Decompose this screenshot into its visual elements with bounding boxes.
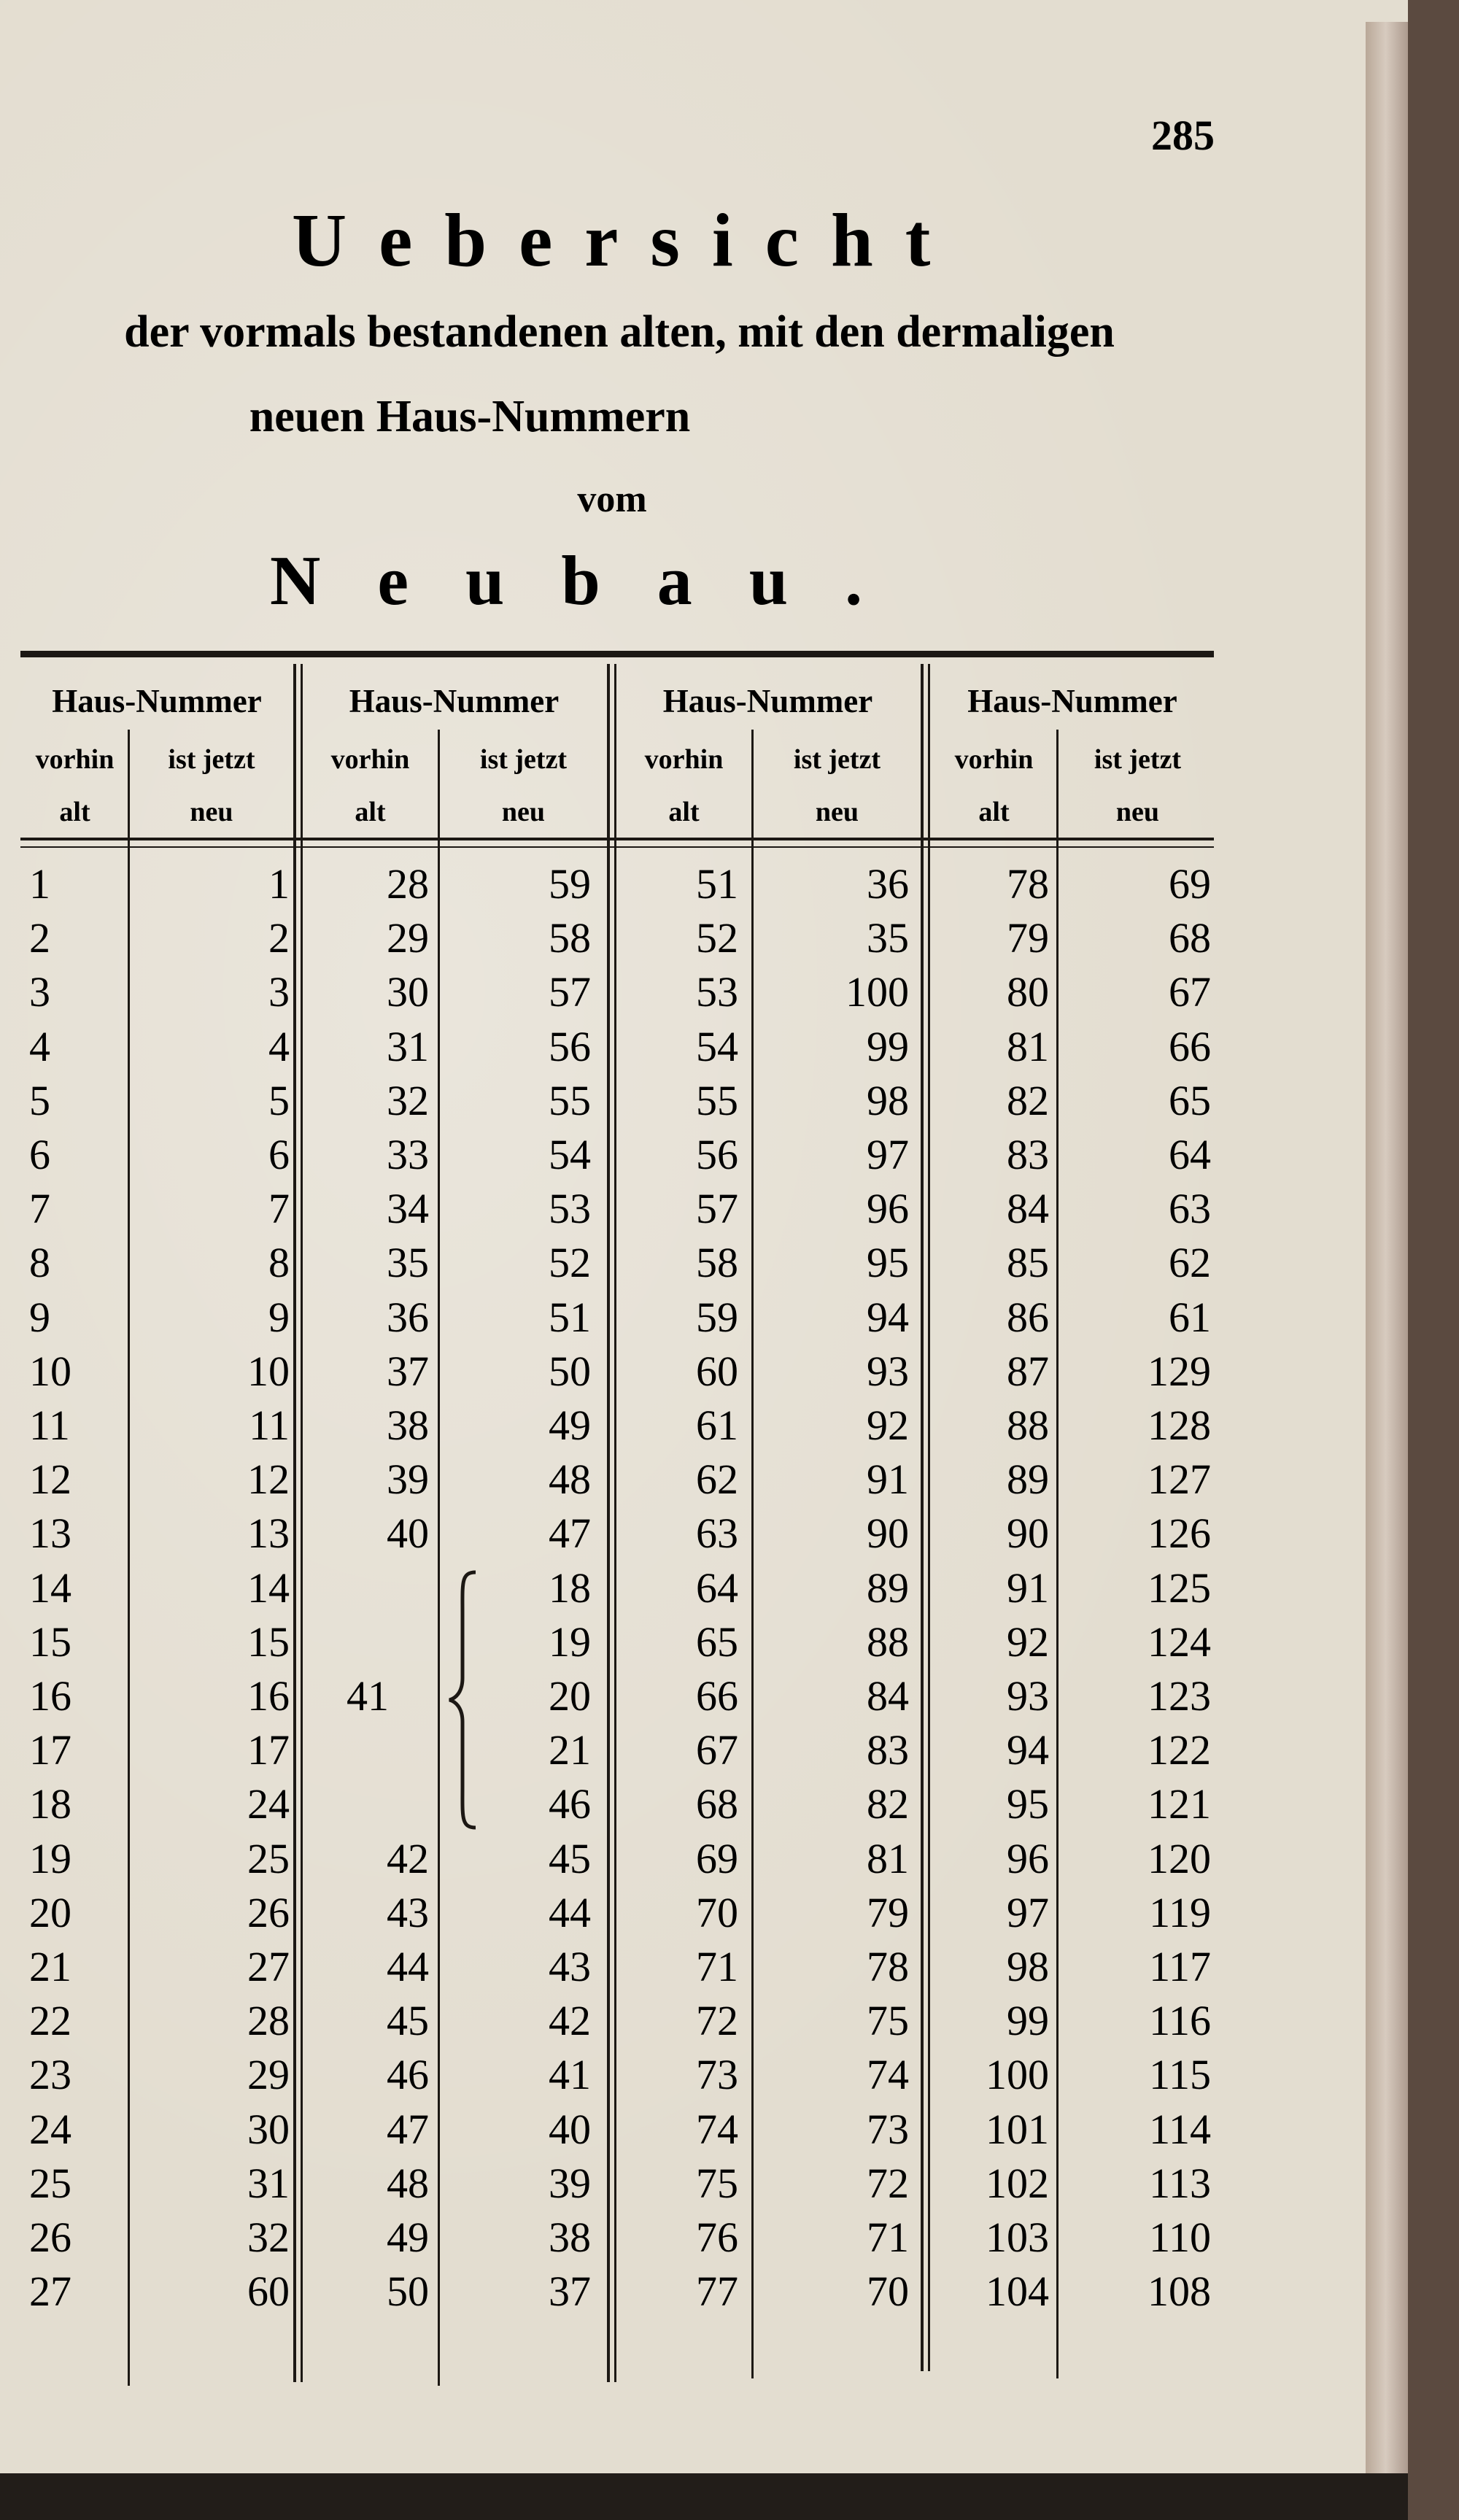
cell-old-g4: 81 (1007, 1022, 1049, 1070)
col-old-header-3: vorhin alt (644, 744, 724, 827)
cell-old-g4: 98 (1007, 1943, 1049, 1990)
cell-new-g2: 48 (549, 1456, 591, 1504)
group-divider-3 (921, 664, 924, 2371)
cell-new-g4: 66 (1169, 1022, 1211, 1070)
cell-new-g3: 82 (867, 1780, 909, 1828)
subtitle-from: vom (577, 479, 647, 520)
cell-new-g2: 21 (549, 1726, 591, 1774)
cell-new-g4: 63 (1169, 1185, 1211, 1233)
cell-old-g3: 59 (696, 1293, 738, 1341)
cell-new-g1: 13 (247, 1510, 290, 1558)
group-divider-1 (293, 664, 296, 2382)
cell-old-g2: 47 (387, 2105, 429, 2153)
cell-old-g2: 40 (387, 1510, 429, 1558)
cell-new-g1: 32 (247, 2214, 290, 2261)
cell-new-g2: 19 (549, 1617, 591, 1666)
cell-new-g3: 95 (867, 1239, 909, 1287)
group-header-4: Haus-Nummer (967, 683, 1177, 719)
cell-old-g4: 95 (1007, 1780, 1049, 1828)
cell-old-g1: 5 (29, 1076, 50, 1124)
cell-new-g1: 1 (268, 860, 290, 908)
cell-new-g4: 67 (1169, 968, 1211, 1016)
cell-old-g3: 65 (696, 1617, 738, 1666)
cell-old-g3: 68 (696, 1780, 738, 1828)
cell-new-g1: 16 (247, 1672, 290, 1720)
cell-new-g4: 110 (1149, 2214, 1211, 2261)
col-new-header-3: ist jetzt neu (793, 744, 881, 827)
cell-old-g1: 24 (29, 2105, 71, 2153)
cell-old-g3: 69 (696, 1834, 738, 1882)
cell-new-g3: 83 (867, 1726, 909, 1774)
cell-old-g3: 76 (696, 2214, 738, 2261)
cell-old-g4: 104 (986, 2268, 1049, 2316)
cell-old-g3: 56 (696, 1131, 738, 1178)
col-old-header-1: vorhin alt (35, 744, 115, 827)
cell-old-g2: 38 (387, 1402, 429, 1449)
col-new-header-1: ist jetzt neu (168, 744, 255, 827)
cell-old-g1: 13 (29, 1510, 71, 1558)
cell-old-g2: 41 (347, 1672, 389, 1720)
cell-new-g2: 42 (549, 1997, 591, 2045)
table-header-rule-2 (20, 846, 1214, 848)
cell-new-g1: 3 (268, 968, 290, 1016)
cell-old-g1: 23 (29, 2051, 71, 2099)
cell-old-g4: 102 (986, 2159, 1049, 2207)
col-old-header-2: vorhin alt (330, 744, 410, 827)
cell-new-g3: 79 (867, 1888, 909, 1936)
cell-new-g4: 120 (1148, 1834, 1211, 1882)
group-divider-2 (607, 664, 610, 2382)
cell-new-g1: 30 (247, 2105, 290, 2153)
cell-new-g4: 69 (1169, 860, 1211, 908)
cell-old-g1: 2 (29, 914, 50, 962)
cell-old-g1: 17 (29, 1726, 71, 1774)
cell-old-g2 (306, 1723, 429, 1777)
cell-old-g4: 90 (1007, 1510, 1049, 1558)
cell-old-g4: 79 (1007, 914, 1049, 962)
cell-new-g1: 24 (247, 1780, 290, 1828)
cell-new-g3: 92 (867, 1402, 909, 1449)
cell-new-g1: 26 (247, 1888, 290, 1936)
cell-new-g1: 5 (268, 1076, 290, 1124)
cell-old-g3: 52 (696, 914, 738, 962)
cell-new-g3: 78 (867, 1943, 909, 1990)
cell-new-g4: 122 (1148, 1726, 1211, 1774)
cell-old-g1: 27 (29, 2268, 71, 2316)
cell-new-g2: 55 (549, 1076, 591, 1124)
cell-new-g2: 54 (549, 1131, 591, 1178)
cell-old-g4: 84 (1007, 1185, 1049, 1233)
cell-new-g2: 50 (549, 1347, 591, 1395)
cell-new-g3: 97 (867, 1131, 909, 1178)
book-spine-background (1408, 0, 1459, 2520)
cell-new-g1: 9 (268, 1293, 290, 1341)
col-old-header-4: vorhin alt (954, 744, 1034, 827)
cell-old-g4: 82 (1007, 1076, 1049, 1124)
cell-new-g2: 58 (549, 914, 591, 962)
cell-new-g3: 88 (867, 1617, 909, 1666)
cell-old-g1: 14 (29, 1564, 71, 1612)
cell-new-g1: 29 (247, 2051, 290, 2099)
cell-new-g1: 31 (247, 2159, 290, 2207)
cell-new-g4: 117 (1149, 1943, 1211, 1990)
cell-old-g2 (306, 1615, 429, 1669)
cell-new-g4: 61 (1169, 1293, 1211, 1341)
cell-old-g2: 45 (387, 1997, 429, 2045)
cell-old-g3: 60 (696, 1347, 738, 1395)
cell-old-g1: 1 (29, 860, 50, 908)
cell-new-g3: 84 (867, 1672, 909, 1720)
cell-old-g3: 54 (696, 1022, 738, 1070)
cell-new-g1: 15 (247, 1617, 290, 1666)
cell-old-g3: 53 (696, 968, 738, 1016)
cell-new-g4: 123 (1148, 1672, 1211, 1720)
cell-old-g4: 80 (1007, 968, 1049, 1016)
cell-new-g2: 40 (549, 2105, 591, 2153)
cell-new-g2: 39 (549, 2159, 591, 2207)
column-divider-2 (438, 730, 440, 2386)
cell-old-g3: 66 (696, 1672, 738, 1720)
cell-old-g4: 83 (1007, 1131, 1049, 1178)
cell-new-g3: 70 (867, 2268, 909, 2316)
cell-new-g3: 72 (867, 2159, 909, 2207)
cell-old-g4: 91 (1007, 1564, 1049, 1612)
cell-old-g4: 99 (1007, 1997, 1049, 2045)
cell-old-g3: 51 (696, 860, 738, 908)
cell-new-g3: 98 (867, 1076, 909, 1124)
cell-new-g2: 56 (549, 1022, 591, 1070)
cell-old-g2: 37 (387, 1347, 429, 1395)
cell-new-g1: 8 (268, 1239, 290, 1287)
cell-new-g4: 64 (1169, 1131, 1211, 1178)
cell-new-g3: 91 (867, 1456, 909, 1504)
group-header-3: Haus-Nummer (662, 683, 873, 719)
cell-old-g2: 44 (387, 1943, 429, 1990)
cell-old-g2: 48 (387, 2159, 429, 2207)
cell-new-g4: 121 (1148, 1780, 1211, 1828)
cell-old-g1: 8 (29, 1239, 50, 1287)
cell-old-g2: 32 (387, 1076, 429, 1124)
cell-new-g2: 46 (549, 1780, 591, 1828)
cell-old-g4: 93 (1007, 1672, 1049, 1720)
cell-new-g1: 27 (247, 1943, 290, 1990)
cell-new-g1: 25 (247, 1834, 290, 1882)
cell-new-g3: 100 (845, 968, 909, 1016)
cell-new-g2: 18 (549, 1564, 591, 1612)
cell-new-g2: 20 (549, 1672, 591, 1720)
cell-new-g3: 36 (867, 860, 909, 908)
group-divider-2b (614, 664, 616, 2382)
cell-old-g4: 97 (1007, 1888, 1049, 1936)
page-number: 285 (1151, 112, 1215, 159)
cell-old-g3: 70 (696, 1888, 738, 1936)
cell-old-g3: 63 (696, 1510, 738, 1558)
cell-old-g1: 26 (29, 2214, 71, 2261)
cell-old-g3: 77 (696, 2268, 738, 2316)
cell-old-g2: 34 (387, 1185, 429, 1233)
cell-old-g4: 86 (1007, 1293, 1049, 1341)
cell-new-g1: 10 (247, 1347, 290, 1395)
cell-new-g4: 116 (1149, 1997, 1211, 2045)
cell-new-g4: 127 (1148, 1456, 1211, 1504)
cell-old-g3: 73 (696, 2051, 738, 2099)
cell-new-g2: 45 (549, 1834, 591, 1882)
cell-old-g1: 19 (29, 1834, 71, 1882)
cell-old-g1: 3 (29, 968, 50, 1016)
cell-new-g4: 68 (1169, 914, 1211, 962)
group-divider-3b (928, 664, 930, 2371)
cell-new-g2: 43 (549, 1943, 591, 1990)
cell-old-g1: 20 (29, 1888, 71, 1936)
cell-old-g4: 87 (1007, 1347, 1049, 1395)
cell-old-g1: 10 (29, 1347, 71, 1395)
group-header-2: Haus-Nummer (349, 683, 560, 719)
cell-old-g3: 72 (696, 1997, 738, 2045)
cell-old-g2: 31 (387, 1022, 429, 1070)
cell-new-g4: 126 (1148, 1510, 1211, 1558)
cell-new-g4: 129 (1148, 1347, 1211, 1395)
cell-new-g1: 11 (249, 1402, 290, 1449)
page-title: Uebersicht (292, 198, 963, 282)
cell-new-g1: 7 (268, 1185, 290, 1233)
cell-new-g1: 14 (247, 1564, 290, 1612)
cell-old-g4: 94 (1007, 1726, 1049, 1774)
cell-new-g3: 99 (867, 1022, 909, 1070)
cell-old-g4: 89 (1007, 1456, 1049, 1504)
cell-old-g2: 42 (387, 1834, 429, 1882)
cell-old-g2: 30 (387, 968, 429, 1016)
cell-new-g2: 53 (549, 1185, 591, 1233)
group-divider-1b (301, 664, 303, 2382)
cell-new-g4: 113 (1149, 2159, 1211, 2207)
cell-new-g3: 35 (867, 914, 909, 962)
cell-new-g1: 2 (268, 914, 290, 962)
cell-old-g3: 74 (696, 2105, 738, 2153)
cell-new-g4: 62 (1169, 1239, 1211, 1287)
cell-new-g4: 115 (1149, 2051, 1211, 2099)
subtitle-line-1: der vormals bestandenen alten, mit den dermaligen (124, 307, 1115, 357)
column-divider-3 (751, 730, 754, 2378)
cell-new-g3: 81 (867, 1834, 909, 1882)
cell-old-g2: 29 (387, 914, 429, 962)
cell-new-g3: 96 (867, 1185, 909, 1233)
cell-old-g1: 15 (29, 1617, 71, 1666)
group-header-1: Haus-Nummer (52, 683, 262, 719)
cell-new-g3: 89 (867, 1564, 909, 1612)
cell-new-g1: 6 (268, 1131, 290, 1178)
cell-old-g3: 67 (696, 1726, 738, 1774)
cell-old-g4: 78 (1007, 860, 1049, 908)
cell-old-g2: 35 (387, 1239, 429, 1287)
cell-old-g3: 62 (696, 1456, 738, 1504)
cell-old-g1: 25 (29, 2159, 71, 2207)
cell-old-g1: 16 (29, 1672, 71, 1720)
cell-old-g2: 43 (387, 1888, 429, 1936)
cell-old-g2: 36 (387, 1293, 429, 1341)
cell-new-g2: 41 (549, 2051, 591, 2099)
cell-old-g1: 7 (29, 1185, 50, 1233)
cell-old-g2 (306, 1561, 429, 1615)
cell-old-g2: 28 (387, 860, 429, 908)
cell-new-g2: 49 (549, 1402, 591, 1449)
place-name: Neubau. (270, 541, 920, 619)
cell-new-g4: 108 (1148, 2268, 1211, 2316)
cell-old-g2 (306, 1777, 429, 1831)
cell-new-g4: 125 (1148, 1564, 1211, 1612)
cell-old-g3: 75 (696, 2159, 738, 2207)
cell-old-g3: 57 (696, 1185, 738, 1233)
cell-new-g3: 75 (867, 1997, 909, 2045)
cell-old-g3: 58 (696, 1239, 738, 1287)
cell-old-g4: 101 (986, 2105, 1049, 2153)
cell-new-g3: 94 (867, 1293, 909, 1341)
cell-old-g1: 4 (29, 1022, 50, 1070)
cell-new-g2: 37 (549, 2268, 591, 2316)
cell-new-g2: 51 (549, 1293, 591, 1341)
cell-old-g4: 103 (986, 2214, 1049, 2261)
cell-old-g2: 46 (387, 2051, 429, 2099)
cell-old-g2: 50 (387, 2268, 429, 2316)
cell-old-g4: 88 (1007, 1402, 1049, 1449)
cell-new-g3: 71 (867, 2214, 909, 2261)
cell-new-g3: 74 (867, 2051, 909, 2099)
column-divider-1 (128, 730, 130, 2386)
cell-new-g1: 28 (247, 1997, 290, 2045)
cell-old-g2: 39 (387, 1456, 429, 1504)
cell-new-g4: 128 (1148, 1402, 1211, 1449)
cell-new-g4: 65 (1169, 1076, 1211, 1124)
cell-new-g2: 59 (549, 860, 591, 908)
col-new-header-4: ist jetzt neu (1094, 744, 1182, 827)
cell-old-g3: 71 (696, 1943, 738, 1990)
cell-new-g3: 90 (867, 1510, 909, 1558)
cell-new-g2: 44 (549, 1888, 591, 1936)
cell-old-g4: 92 (1007, 1617, 1049, 1666)
cell-new-g2: 57 (549, 968, 591, 1016)
cell-old-g1: 12 (29, 1456, 71, 1504)
cell-old-g2: 33 (387, 1131, 429, 1178)
cell-new-g1: 17 (247, 1726, 290, 1774)
cell-old-g1: 6 (29, 1131, 50, 1178)
col-new-header-2: ist jetzt neu (479, 744, 568, 827)
cell-old-g1: 22 (29, 1997, 71, 2045)
subtitle-line-2: neuen Haus-Nummern (249, 392, 691, 441)
cell-old-g2: 49 (387, 2214, 429, 2261)
cell-new-g1: 60 (247, 2268, 290, 2316)
cell-old-g1: 21 (29, 1943, 71, 1990)
cell-new-g4: 119 (1149, 1888, 1211, 1936)
cell-old-g3: 61 (696, 1402, 738, 1449)
cell-old-g3: 64 (696, 1564, 738, 1612)
cell-new-g2: 52 (549, 1239, 591, 1287)
cell-old-g4: 85 (1007, 1239, 1049, 1287)
cell-new-g3: 93 (867, 1347, 909, 1395)
cell-new-g2: 47 (549, 1510, 591, 1558)
cell-old-g4: 100 (986, 2051, 1049, 2099)
cell-new-g1: 12 (247, 1456, 290, 1504)
cell-new-g2: 38 (549, 2214, 591, 2261)
cell-old-g1: 18 (29, 1780, 71, 1828)
cell-new-g1: 4 (268, 1022, 290, 1070)
cell-old-g1: 9 (29, 1293, 50, 1341)
table-top-rule (20, 651, 1214, 657)
cell-old-g3: 55 (696, 1076, 738, 1124)
cell-new-g4: 114 (1149, 2105, 1211, 2153)
column-divider-4 (1056, 730, 1059, 2378)
cell-old-g1: 11 (29, 1402, 70, 1449)
cell-new-g3: 73 (867, 2105, 909, 2153)
cell-old-g4: 96 (1007, 1834, 1049, 1882)
cell-new-g4: 124 (1148, 1617, 1211, 1666)
